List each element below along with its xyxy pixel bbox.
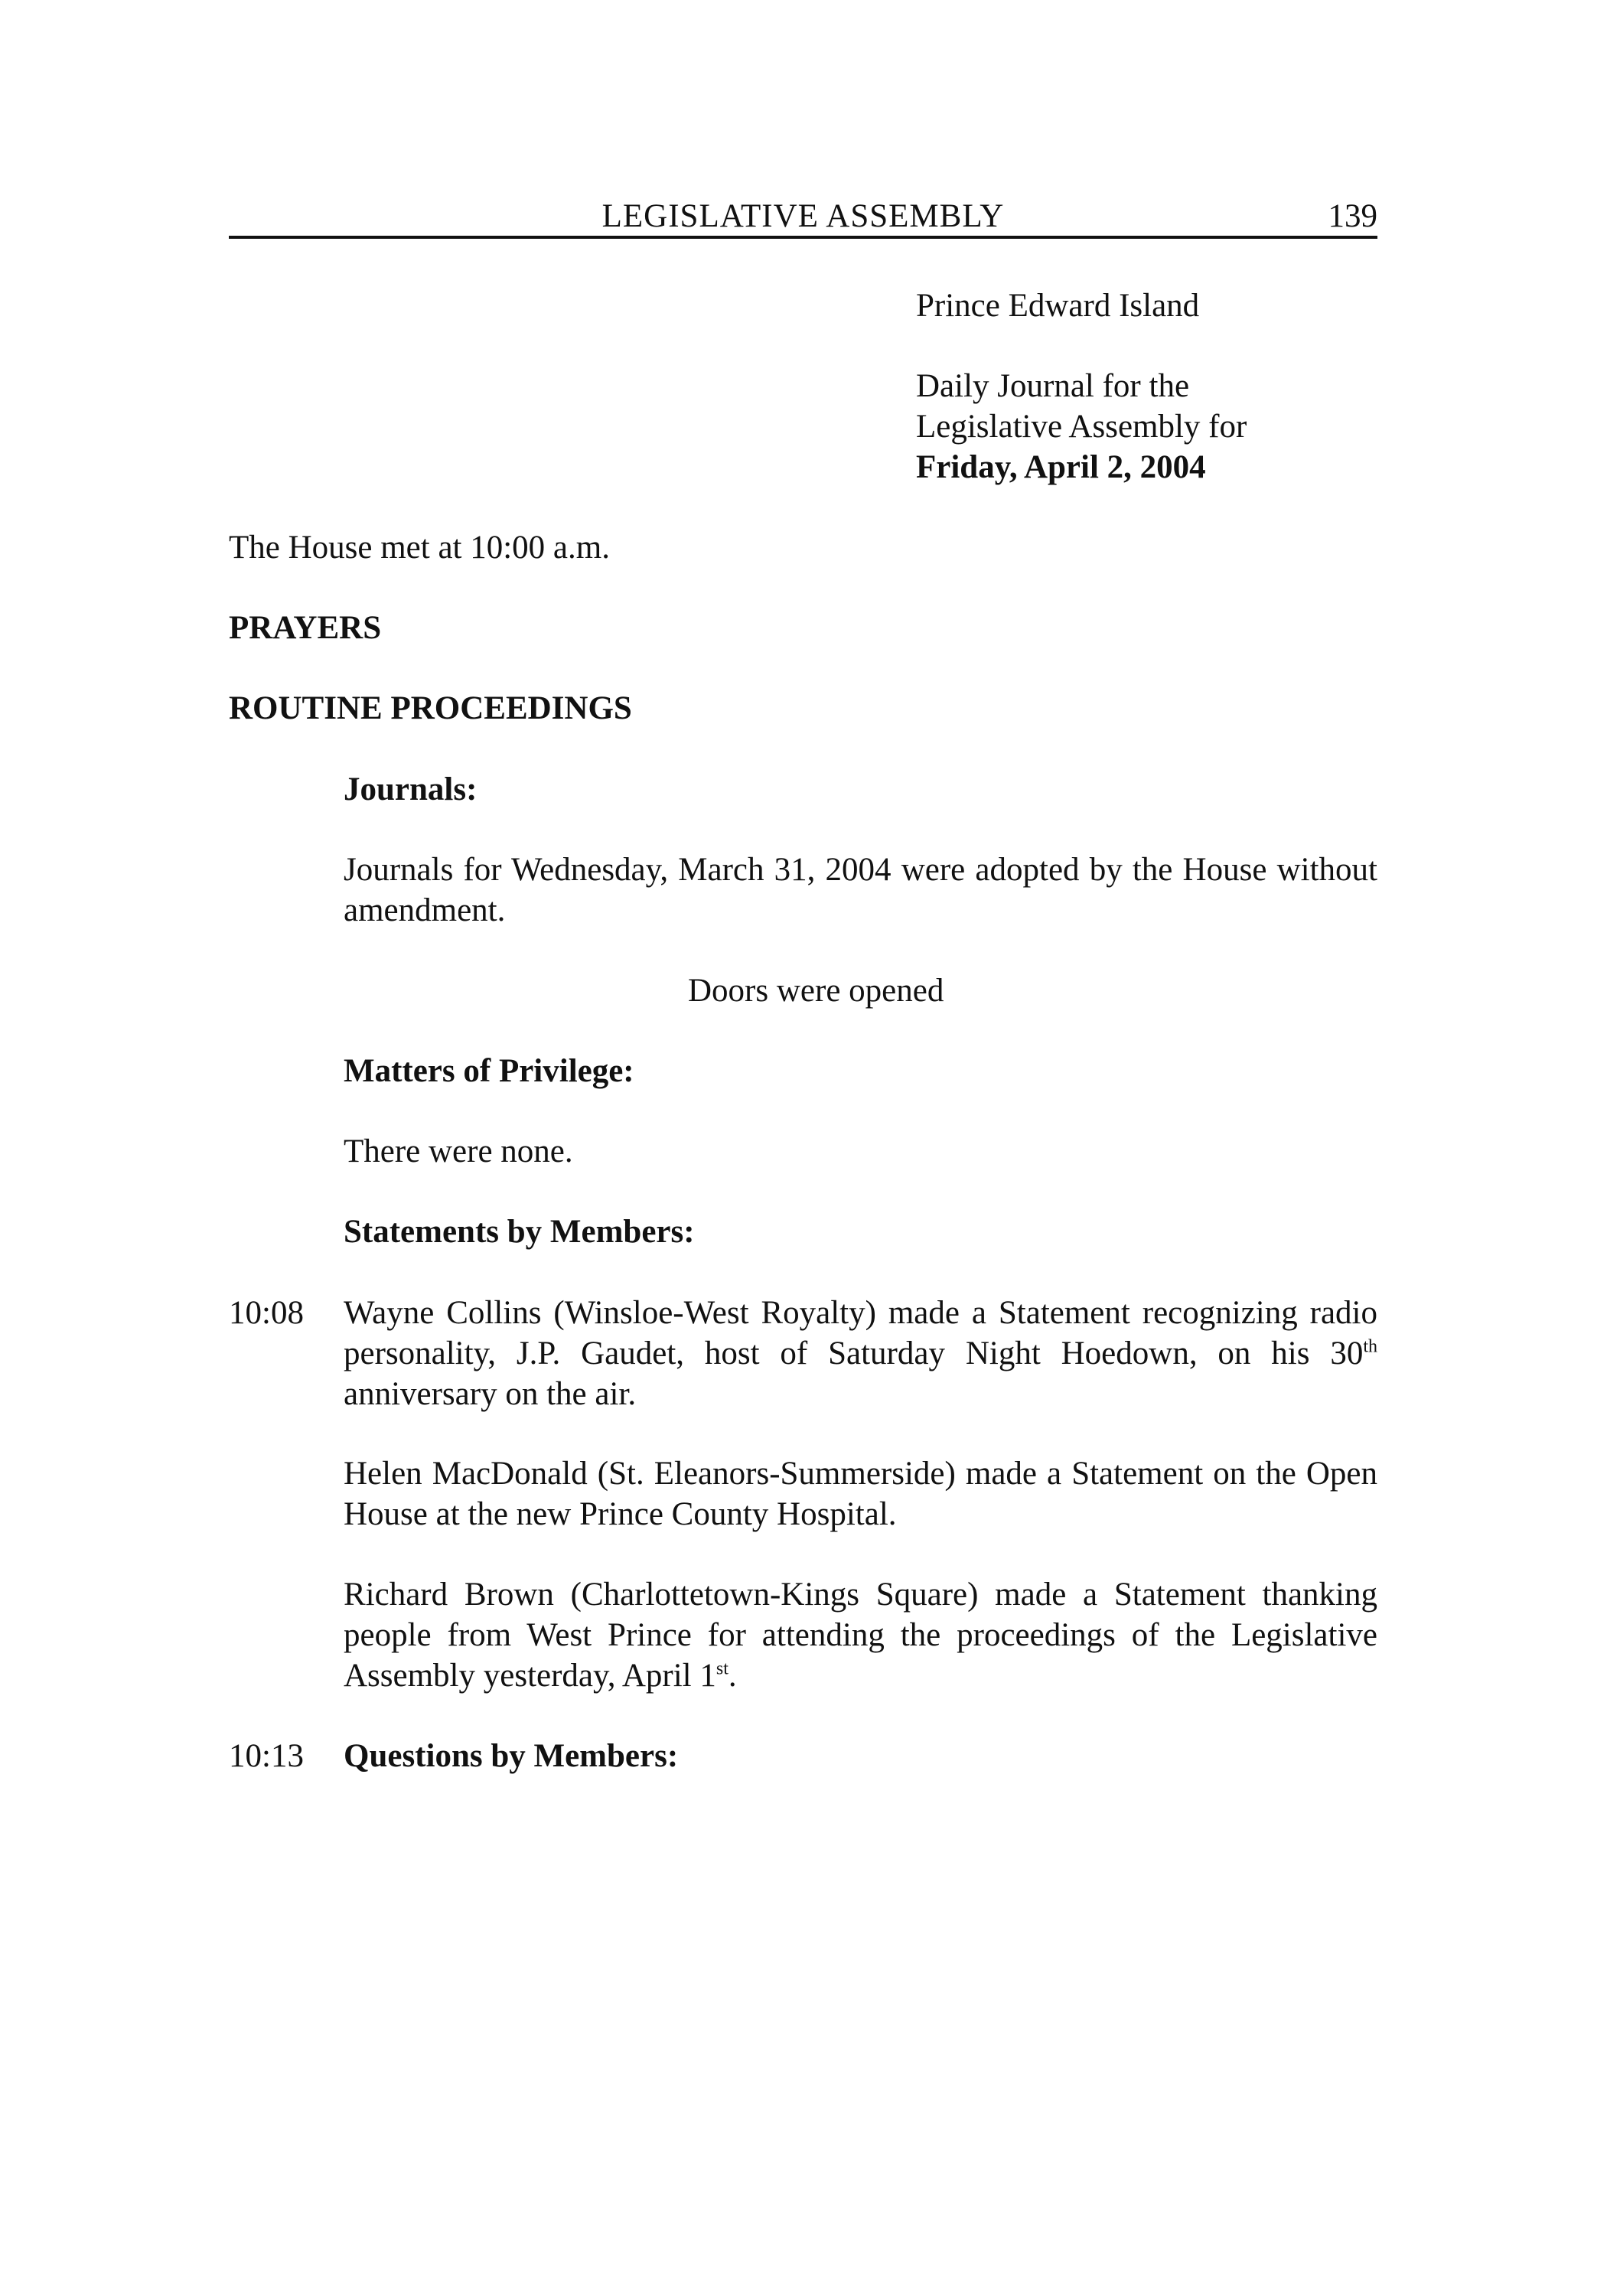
statement-item: Helen MacDonald (St. Eleanors-Summerside) made a Statement on the Open House at the new Prince County Hospital. [344, 1456, 1377, 1532]
masthead-province: Prince Edward Island [916, 288, 1200, 324]
statement-item [344, 1574, 1377, 1696]
statements-timestamp: 10:08 [229, 1295, 304, 1331]
journals-text: Journals for Wednesday, March 31, 2004 were adopted by the House without amendment. [344, 852, 1377, 928]
statement-item [344, 1293, 1377, 1414]
questions-heading: Questions by Members: [344, 1738, 679, 1774]
statements-heading: Statements by Members: [344, 1214, 695, 1250]
section-prayers: PRAYERS [229, 610, 382, 646]
journals-heading: Journals: [344, 771, 478, 807]
questions-timestamp: 10:13 [229, 1738, 304, 1774]
opening-line: The House met at 10:00 a.m. [229, 530, 610, 566]
statement-tail: . [728, 1658, 737, 1694]
section-routine-proceedings: ROUTINE PROCEEDINGS [229, 690, 632, 726]
masthead-date: Friday, April 2, 2004 [916, 449, 1206, 485]
running-header [229, 197, 1377, 239]
privilege-heading: Matters of Privilege: [344, 1053, 634, 1089]
page-number: 139 [1328, 198, 1377, 234]
doors-opened-note: Doors were opened [688, 973, 944, 1009]
masthead-journal-line2: Legislative Assembly for [916, 409, 1247, 445]
privilege-text: There were none. [344, 1133, 573, 1169]
statement-tail: anniversary on the air. [344, 1376, 637, 1412]
header-title: LEGISLATIVE ASSEMBLY [601, 198, 1005, 234]
ordinal-suffix: th [1363, 1336, 1377, 1357]
ordinal-suffix: st [715, 1658, 729, 1679]
statement-text: Richard Brown (Charlottetown-Kings Square) made a Statement thanking people from West Prince for attending the proceedings of the Legislative Assembly yesterday, April 1 [344, 1577, 1377, 1694]
masthead-journal-line1: Daily Journal for the [916, 368, 1190, 404]
statement-text: Wayne Collins (Winsloe-West Royalty) made a Statement recognizing radio personality, J.P. Gaudet, host of Saturday Night Hoedown, on his 30 [344, 1295, 1377, 1371]
